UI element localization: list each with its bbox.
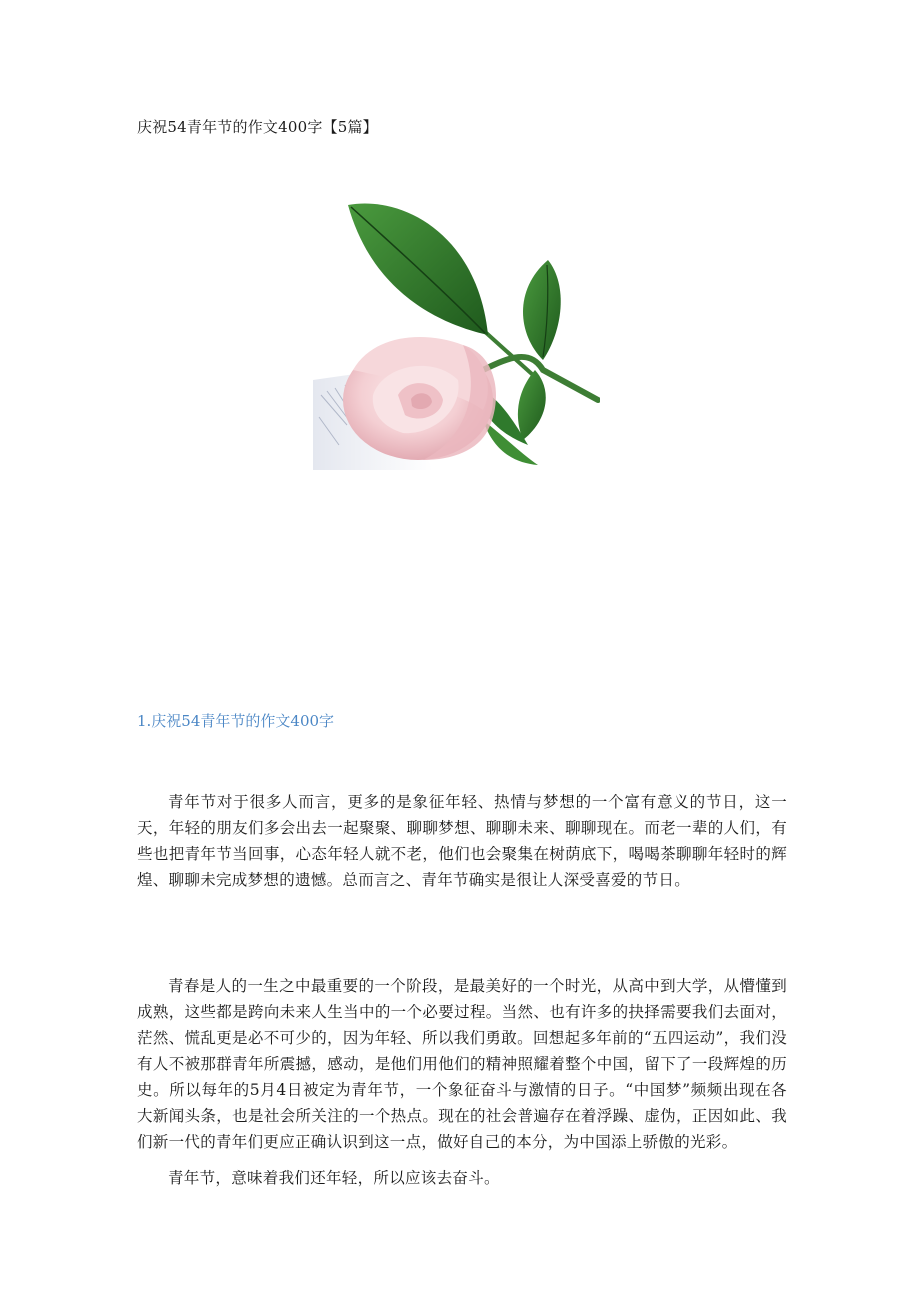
- section-heading: 1.庆祝54青年节的作文400字: [137, 712, 335, 730]
- paragraph-1: 青年节对于很多人而言，更多的是象征年轻、热情与梦想的一个富有意义的节日，这一天，年轻的朋友们多会出去一起聚聚、聊聊梦想、聊聊未来、聊聊现在。而老一辈的人们，有些也把青年节当回事，心态年轻人就不老，他们也会聚集在树荫底下，喝喝茶聊聊年轻时的辉煌、聊聊未完成梦想的遗憾。总而言之、青年节确实是很让人深受喜爱的节日。: [137, 793, 787, 889]
- rose-illustration: [313, 195, 600, 470]
- paragraph-2: 青春是人的一生之中最重要的一个阶段，是最美好的一个时光，从高中到大学，从懵懂到成熟，这些都是跨向未来人生当中的一个必要过程。当然、也有许多的抉择需要我们去面对，茫然、慌乱更是必不可少的，因为年轻、所以我们勇敢。回想起多年前的“五四运动”，我们没有人不被那群青年所震撼，感动，是他们用他们的精神照耀着整个中国，留下了一段辉煌的历史。所以每年的5月4日被定为青年节，一个象征奋斗与激情的日子。“中国梦”频频出现在各大新闻头条，也是社会所关注的一个热点。现在的社会普遍存在着浮躁、虚伪，正因如此、我们新一代的青年们更应正确认识到这一点，做好自己的本分，为中国添上骄傲的光彩。: [137, 977, 787, 1151]
- rose-image: [313, 195, 600, 470]
- document-title: 庆祝54青年节的作文400字【5篇】: [137, 118, 378, 136]
- paragraph-3: 青年节，意味着我们还年轻，所以应该去奋斗。: [168, 1169, 500, 1187]
